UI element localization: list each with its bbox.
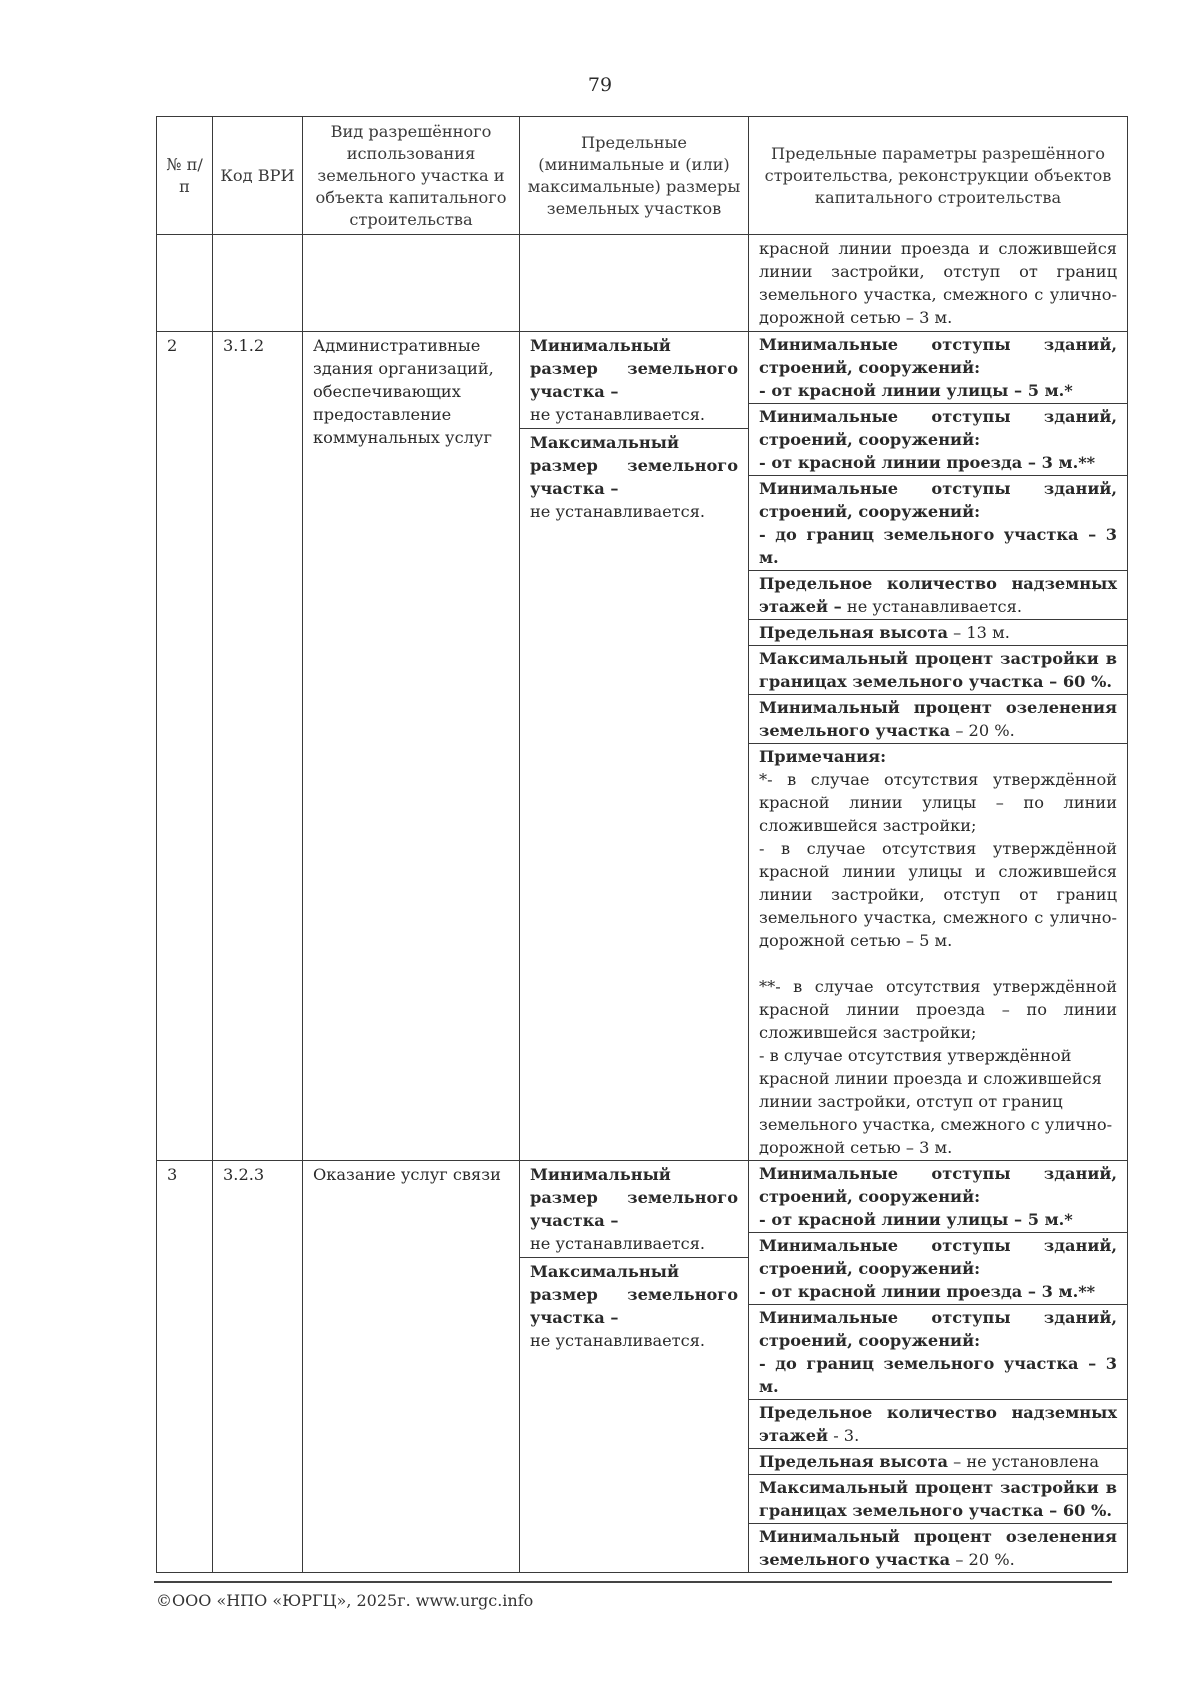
- size-min: Минимальный размер земельного участка – не устанавливается.: [530, 1165, 738, 1253]
- row-code: 3.1.2: [213, 332, 303, 1161]
- param-setback-street: Минимальные отступы зданий, строений, сооружений: - от красной линии улицы – 5 м.*: [759, 335, 1117, 400]
- row-number: 3: [157, 1161, 213, 1573]
- row-params: [749, 332, 1128, 1161]
- row-type: Административные здания организаций, обеспечивающих предоставление коммунальных услуг: [303, 332, 520, 1161]
- param-setback-street: Минимальные отступы зданий, строений, сооружений: - от красной линии улицы – 5 м.*: [759, 1164, 1117, 1229]
- header-sizes: Предельные (минимальные и (или) максимальные) размеры земельных участков: [520, 117, 749, 235]
- row-params: [749, 1161, 1128, 1573]
- note-4: - в случае отсутствия утверждённой красной линии проезда и сложившейся линии застройки, отступ от границ земельного участка, смежного с улично-дорожной сетью – 3 м.: [759, 1046, 1113, 1157]
- row-sizes: [520, 1161, 749, 1573]
- size-max: Максимальный размер земельного участка – не устанавливается.: [520, 1257, 748, 1354]
- param-setback-boundary: Минимальные отступы зданий, строений, сооружений: - до границ земельного участка – 3 м.: [749, 475, 1127, 570]
- header-params: Предельные параметры разрешённого строительства, реконструкции объектов капитального строительства: [749, 117, 1128, 235]
- footer-copyright: ©ООО «НПО «ЮРГЦ», 2025г. www.urgc.info: [156, 1591, 534, 1610]
- row-code: 3.2.3: [213, 1161, 303, 1573]
- param-coverage: Максимальный процент застройки в границах земельного участка – 60 %.: [749, 645, 1127, 694]
- row-number: 2: [157, 332, 213, 1161]
- regulations-table: [156, 116, 1128, 1573]
- size-max: Максимальный размер земельного участка – не устанавливается.: [520, 428, 748, 525]
- note-3: **- в случае отсутствия утверждённой красной линии проезда – по линии сложившейся застройки;: [759, 977, 1117, 1042]
- header-type: Вид разрешённого использования земельного участка и объекта капитального строительства: [303, 117, 520, 235]
- footer-divider: [154, 1581, 1112, 1583]
- header-code: Код ВРИ: [213, 117, 303, 235]
- notes-title: Примечания:: [759, 747, 887, 766]
- param-greening: Минимальный процент озеленения земельного участка – 20 %.: [749, 1523, 1127, 1572]
- param-height: Предельная высота – 13 м.: [749, 619, 1127, 645]
- table-row-continuation: [157, 235, 1128, 332]
- param-setback-boundary: Минимальные отступы зданий, строений, сооружений: - до границ земельного участка – 3 м.: [749, 1304, 1127, 1399]
- param-setback-driveway: Минимальные отступы зданий, строений, сооружений: - от красной линии проезда – 3 м.**: [749, 403, 1127, 475]
- size-min: Минимальный размер земельного участка – не устанавливается.: [530, 336, 738, 424]
- table-row: [157, 1161, 1128, 1573]
- row-sizes: [520, 332, 749, 1161]
- param-height: Предельная высота – не установлена: [749, 1448, 1127, 1474]
- header-num: № п/п: [157, 117, 213, 235]
- page-number: 79: [587, 74, 613, 96]
- table-header-row: [157, 117, 1128, 235]
- param-floors: Предельное количество надземных этажей – не устанавливается.: [749, 570, 1127, 619]
- param-greening: Минимальный процент озеленения земельного участка – 20 %.: [749, 694, 1127, 743]
- table-row: [157, 332, 1128, 1161]
- row-type: Оказание услуг связи: [303, 1161, 520, 1573]
- continuation-text: красной линии проезда и сложившейся линии застройки, отступ от границ земельного участка, смежного с улично-дорожной сетью – 3 м.: [749, 235, 1128, 332]
- param-coverage: Максимальный процент застройки в границах земельного участка – 60 %.: [749, 1474, 1127, 1523]
- param-floors: Предельное количество надземных этажей - 3.: [749, 1399, 1127, 1448]
- note-1: *- в случае отсутствия утверждённой красной линии улицы – по линии сложившейся застройки;: [759, 770, 1117, 835]
- param-setback-driveway: Минимальные отступы зданий, строений, сооружений: - от красной линии проезда – 3 м.**: [749, 1232, 1127, 1304]
- notes: [749, 743, 1127, 1160]
- note-2: - в случае отсутствия утверждённой красной линии улицы и сложившейся линии застройки, отступ от границ земельного участка, смежного с улично-дорожной сетью – 5 м.: [759, 839, 1117, 950]
